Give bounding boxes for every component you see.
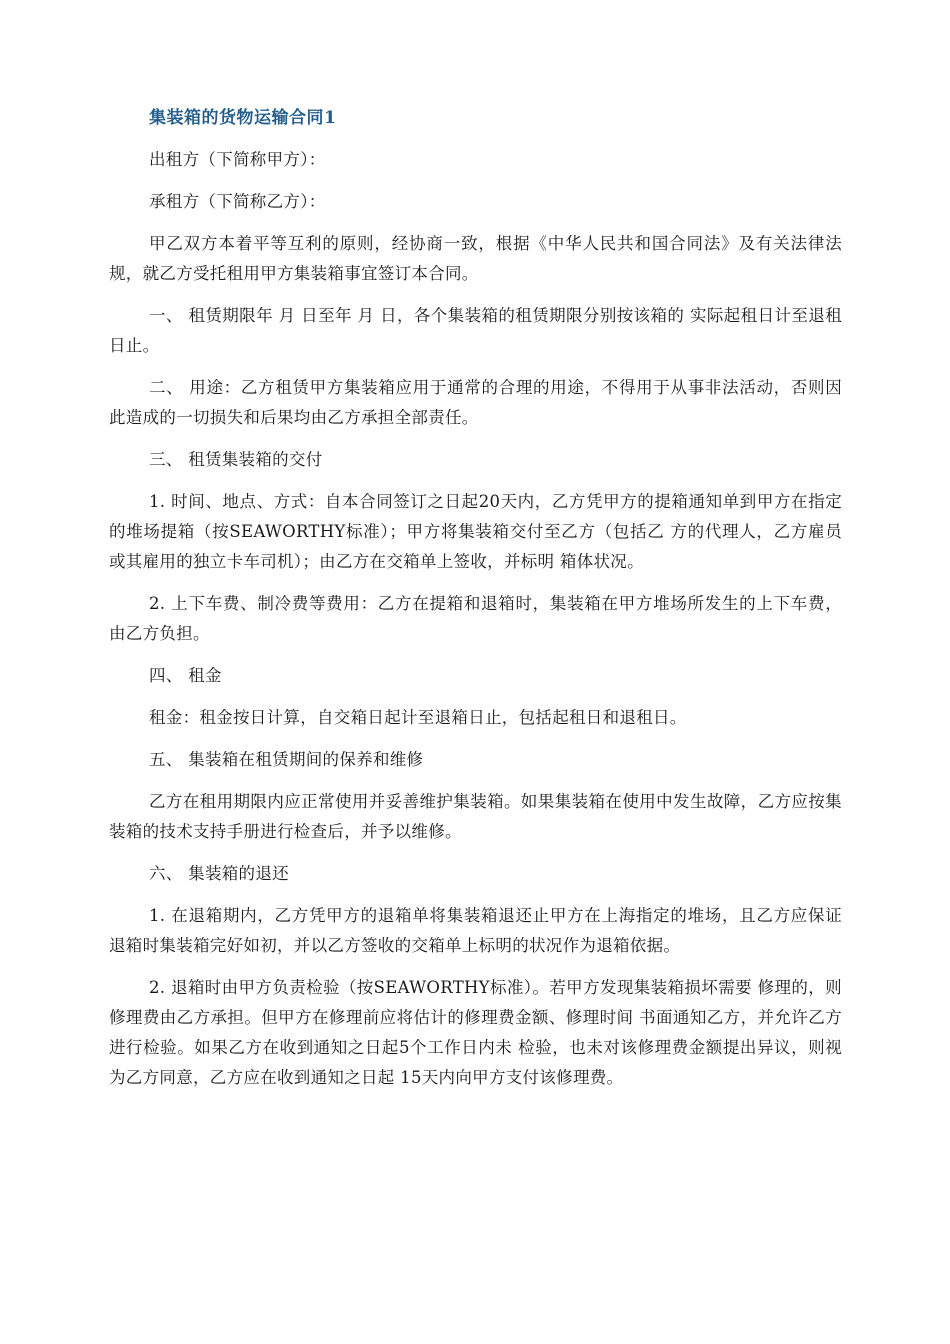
- document-title: 集装箱的货物运输合同1: [149, 108, 337, 128]
- paragraph-section-6-item-1: 1. 在退箱期内，乙方凭甲方的退箱单将集装箱退还止甲方在上海指定的堆场，且乙方应保证退箱时集装箱完好如初，并以乙方签收的交箱单上标明的状况作为退箱依据。: [109, 906, 842, 955]
- heading-section-4: 四、 租金: [149, 666, 222, 685]
- paragraph-maintenance: 乙方在租用期限内应正常使用并妥善维护集装箱。如果集装箱在使用中发生故障，乙方应按集装箱的技术支持手册进行检查后，并予以维修。: [109, 792, 842, 841]
- paragraph-lessor: 出租方（下简称甲方）：: [149, 150, 326, 169]
- paragraph-section-3-item-1: 1. 时间、地点、方式：自本合同签订之日起20天内，乙方凭甲方的提箱通知单到甲方在指定的堆场提箱（按SEAWORTHY标准）；甲方将集装箱交付至乙方（包括乙 方的代理人，乙方雇员或其雇用的独立卡车司机）；由乙方在交箱单上签收，并标明 箱体状况。: [109, 492, 842, 571]
- document-page: [109, 103, 842, 1093]
- paragraph-preamble: 甲乙双方本着平等互利的原则，经协商一致，根据《中华人民共和国合同法》及有关法律法规，就乙方受托租用甲方集装箱事宜签订本合同。: [109, 234, 842, 283]
- paragraph-rent: 租金：租金按日计算，自交箱日起计至退箱日止，包括起租日和退租日。: [149, 708, 687, 727]
- paragraph-section-2: 二、 用途：乙方租赁甲方集装箱应用于通常的合理的用途，不得用于从事非法活动，否则因此造成的一切损失和后果均由乙方承担全部责任。: [109, 378, 842, 427]
- heading-section-5: 五、 集装箱在租赁期间的保养和维修: [149, 750, 424, 769]
- heading-section-3: 三、 租赁集装箱的交付: [149, 450, 323, 469]
- paragraph-section-6-item-2: 2. 退箱时由甲方负责检验（按SEAWORTHY标准）。若甲方发现集装箱损坏需要 修理的，则修理费由乙方承担。但甲方在修理前应将估计的修理费金额、修理时间 书面通知乙方，并允许乙方进行检验。如果乙方在收到通知之日起5个工作日内未 检验，也未对该修理费金额提出异议，则视为乙方同意，乙方应在收到通知之日起 15天内向甲方支付该修理费。: [109, 978, 842, 1087]
- paragraph-section-3-item-2: 2. 上下车费、制冷费等费用：乙方在提箱和退箱时，集装箱在甲方堆场所发生的上下车费，由乙方负担。: [109, 594, 842, 643]
- heading-section-6: 六、 集装箱的退还: [149, 864, 289, 883]
- paragraph-lessee: 承租方（下简称乙方）：: [149, 192, 326, 211]
- paragraph-section-1: 一、 租赁期限年 月 日至年 月 日，各个集装箱的租赁期限分别按该箱的 实际起租日计至退租日止。: [109, 306, 842, 355]
